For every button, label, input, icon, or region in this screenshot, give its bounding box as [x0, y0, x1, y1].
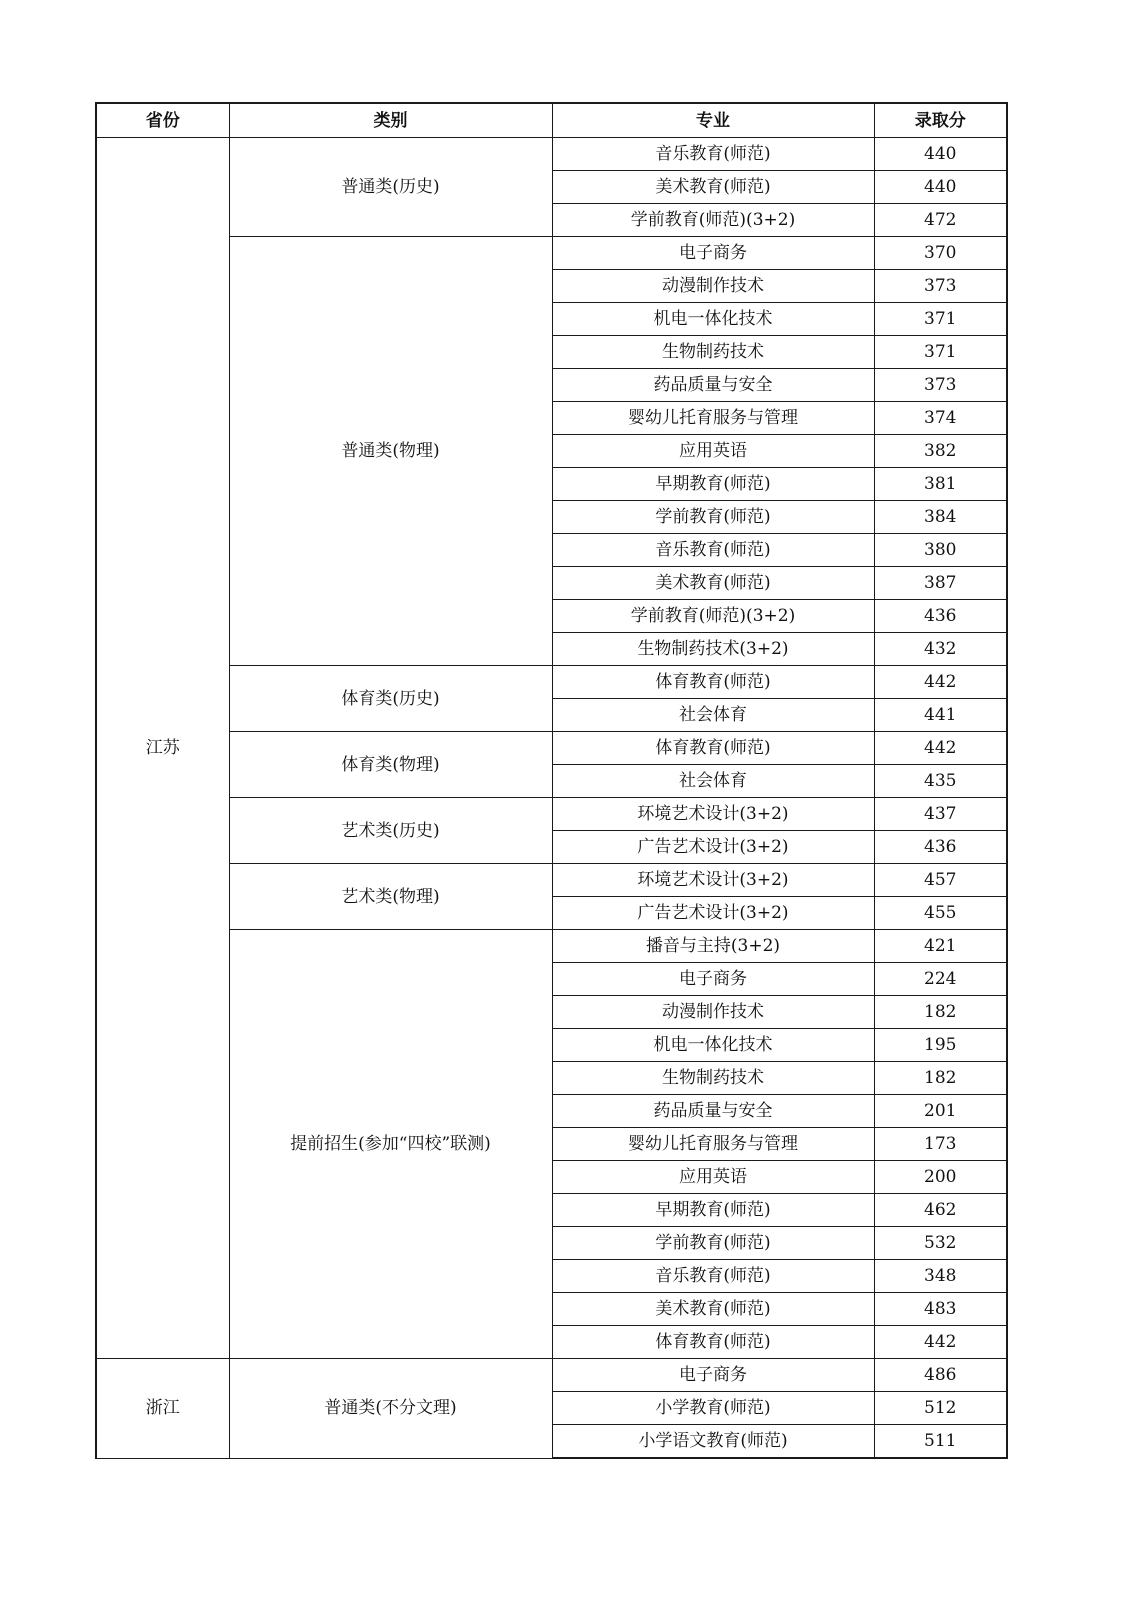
major-cell: 生物制药技术(3+2) [552, 633, 874, 666]
major-cell: 婴幼儿托育服务与管理 [552, 402, 874, 435]
major-cell: 应用英语 [552, 435, 874, 468]
table-row [96, 864, 1007, 897]
score-cell: 455 [874, 897, 1007, 930]
score-cell: 173 [874, 1128, 1007, 1161]
score-cell: 380 [874, 534, 1007, 567]
score-cell: 437 [874, 798, 1007, 831]
category-cell: 提前招生(参加“四校”联测) [229, 930, 552, 1359]
major-cell: 动漫制作技术 [552, 270, 874, 303]
category-cell: 普通类(不分文理) [229, 1359, 552, 1459]
score-cell: 436 [874, 600, 1007, 633]
score-cell: 442 [874, 1326, 1007, 1359]
province-cell: 浙江 [96, 1359, 229, 1459]
major-cell: 环境艺术设计(3+2) [552, 864, 874, 897]
score-cell: 532 [874, 1227, 1007, 1260]
score-cell: 182 [874, 1062, 1007, 1095]
major-cell: 机电一体化技术 [552, 1029, 874, 1062]
major-cell: 机电一体化技术 [552, 303, 874, 336]
major-cell: 广告艺术设计(3+2) [552, 897, 874, 930]
province-cell: 江苏 [96, 138, 229, 1359]
score-cell: 462 [874, 1194, 1007, 1227]
major-cell: 学前教育(师范) [552, 501, 874, 534]
major-cell: 小学语文教育(师范) [552, 1425, 874, 1459]
major-cell: 广告艺术设计(3+2) [552, 831, 874, 864]
category-cell: 体育类(物理) [229, 732, 552, 798]
score-cell: 483 [874, 1293, 1007, 1326]
major-cell: 早期教育(师范) [552, 1194, 874, 1227]
table-body [96, 138, 1007, 1459]
major-cell: 生物制药技术 [552, 1062, 874, 1095]
score-cell: 440 [874, 171, 1007, 204]
major-cell: 学前教育(师范)(3+2) [552, 600, 874, 633]
major-cell: 美术教育(师范) [552, 567, 874, 600]
major-cell: 音乐教育(师范) [552, 534, 874, 567]
category-cell: 普通类(历史) [229, 138, 552, 237]
score-cell: 370 [874, 237, 1007, 270]
score-cell: 511 [874, 1425, 1007, 1459]
major-cell: 药品质量与安全 [552, 1095, 874, 1128]
score-cell: 472 [874, 204, 1007, 237]
major-cell: 学前教育(师范)(3+2) [552, 204, 874, 237]
score-cell: 371 [874, 336, 1007, 369]
category-cell: 艺术类(物理) [229, 864, 552, 930]
score-cell: 436 [874, 831, 1007, 864]
major-cell: 体育教育(师范) [552, 1326, 874, 1359]
score-cell: 435 [874, 765, 1007, 798]
major-cell: 美术教育(师范) [552, 171, 874, 204]
table-header-row [96, 103, 1007, 138]
major-cell: 应用英语 [552, 1161, 874, 1194]
score-cell: 384 [874, 501, 1007, 534]
score-cell: 373 [874, 369, 1007, 402]
major-cell: 药品质量与安全 [552, 369, 874, 402]
score-cell: 373 [874, 270, 1007, 303]
major-cell: 环境艺术设计(3+2) [552, 798, 874, 831]
major-cell: 小学教育(师范) [552, 1392, 874, 1425]
major-cell: 动漫制作技术 [552, 996, 874, 1029]
score-cell: 200 [874, 1161, 1007, 1194]
header-major: 专业 [552, 103, 874, 138]
table-row [96, 237, 1007, 270]
major-cell: 早期教育(师范) [552, 468, 874, 501]
score-cell: 432 [874, 633, 1007, 666]
table-row [96, 798, 1007, 831]
score-cell: 442 [874, 666, 1007, 699]
score-cell: 440 [874, 138, 1007, 171]
table-row [96, 732, 1007, 765]
score-cell: 382 [874, 435, 1007, 468]
score-cell: 371 [874, 303, 1007, 336]
score-cell: 201 [874, 1095, 1007, 1128]
table-row [96, 930, 1007, 963]
score-cell: 224 [874, 963, 1007, 996]
score-cell: 387 [874, 567, 1007, 600]
score-cell: 486 [874, 1359, 1007, 1392]
major-cell: 电子商务 [552, 1359, 874, 1392]
major-cell: 社会体育 [552, 699, 874, 732]
table-row [96, 1359, 1007, 1392]
score-cell: 182 [874, 996, 1007, 1029]
category-cell: 艺术类(历史) [229, 798, 552, 864]
major-cell: 社会体育 [552, 765, 874, 798]
score-cell: 195 [874, 1029, 1007, 1062]
major-cell: 学前教育(师范) [552, 1227, 874, 1260]
major-cell: 音乐教育(师范) [552, 1260, 874, 1293]
header-score: 录取分 [874, 103, 1007, 138]
major-cell: 体育教育(师范) [552, 732, 874, 765]
major-cell: 电子商务 [552, 963, 874, 996]
header-category: 类别 [229, 103, 552, 138]
admission-score-table [95, 102, 1008, 1459]
major-cell: 播音与主持(3+2) [552, 930, 874, 963]
score-cell: 348 [874, 1260, 1007, 1293]
category-cell: 体育类(历史) [229, 666, 552, 732]
table-row [96, 138, 1007, 171]
score-cell: 374 [874, 402, 1007, 435]
major-cell: 生物制药技术 [552, 336, 874, 369]
category-cell: 普通类(物理) [229, 237, 552, 666]
major-cell: 美术教育(师范) [552, 1293, 874, 1326]
score-cell: 457 [874, 864, 1007, 897]
score-cell: 381 [874, 468, 1007, 501]
score-cell: 421 [874, 930, 1007, 963]
major-cell: 电子商务 [552, 237, 874, 270]
major-cell: 体育教育(师范) [552, 666, 874, 699]
score-cell: 512 [874, 1392, 1007, 1425]
major-cell: 婴幼儿托育服务与管理 [552, 1128, 874, 1161]
score-cell: 442 [874, 732, 1007, 765]
header-province: 省份 [96, 103, 229, 138]
table-row [96, 666, 1007, 699]
major-cell: 音乐教育(师范) [552, 138, 874, 171]
score-cell: 441 [874, 699, 1007, 732]
